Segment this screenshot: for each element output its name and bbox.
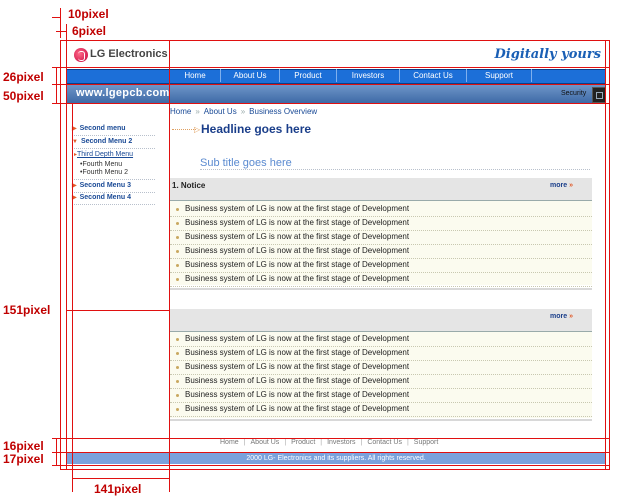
list-item-text: Business system of LG is now at the first stage of Development — [185, 232, 410, 241]
footer-separator: | — [406, 439, 409, 446]
breadcrumb-separator: » — [195, 107, 200, 116]
list-item-text: Business system of LG is now at the first stage of Development — [185, 274, 410, 283]
nav-about-us[interactable]: About Us — [221, 69, 280, 82]
annotation-guide — [60, 8, 61, 38]
list-item-text: Business system of LG is now at the first stage of Development — [185, 404, 410, 413]
notice-title: 1. Notice — [172, 181, 206, 190]
footer-link-contact[interactable]: Contact Us — [367, 439, 402, 446]
annotation-label: 151pixel — [3, 303, 51, 317]
nav-support[interactable]: Support — [467, 69, 532, 82]
nav-investors[interactable]: Investors — [337, 69, 400, 82]
annotation-label: 10pixel — [68, 7, 109, 21]
left-menu-label: Second menu — [79, 125, 126, 132]
triangle-right-icon: ▶ — [72, 126, 77, 132]
triangle-right-icon: ▶ — [72, 183, 77, 189]
double-arrow-icon: » — [569, 182, 573, 189]
annotation-label: 16pixel — [3, 439, 44, 453]
annotation-guide — [66, 24, 67, 40]
triangle-down-icon: ▼ — [72, 139, 78, 145]
slogan: Digitally yours — [494, 47, 601, 62]
list-item-text: Business system of LG is now at the first stage of Development — [185, 204, 410, 213]
annotation-arrow — [56, 439, 57, 452]
annotation-guide — [52, 465, 610, 466]
footer-separator: | — [360, 439, 363, 446]
nav-contact-us[interactable]: Contact Us — [400, 69, 467, 82]
more-label: more — [550, 313, 568, 320]
more-label: more — [550, 182, 568, 189]
left-menu-label: Second Menu 3 — [79, 182, 131, 189]
bullet-icon: • — [80, 161, 83, 168]
left-menu-label: Fourth Menu — [82, 161, 123, 168]
annotation-arrow — [56, 85, 57, 103]
annotation-label: 17pixel — [3, 452, 44, 466]
nav-product[interactable]: Product — [280, 69, 337, 82]
annotation-arrow — [66, 310, 169, 311]
arrow-right-icon: ▸ — [74, 152, 78, 158]
list-item-text: Business system of LG is now at the first stage of Development — [185, 218, 410, 227]
bullet-icon: • — [80, 169, 83, 176]
annotation-arrow — [56, 31, 66, 32]
list-item-text: Business system of LG is now at the first stage of Development — [185, 246, 410, 255]
nav-home[interactable]: Home — [169, 69, 221, 82]
footer-link-home[interactable]: Home — [220, 439, 239, 446]
annotation-arrow — [52, 17, 60, 18]
list-item-text: Business system of LG is now at the first stage of Development — [185, 334, 410, 343]
triangle-right-icon: ▶ — [72, 195, 77, 201]
footer-link-investors[interactable]: Investors — [327, 439, 356, 446]
page-headline: Headline goes here — [201, 122, 312, 136]
breadcrumb-about[interactable]: About Us — [203, 107, 237, 116]
footer-separator: | — [320, 439, 323, 446]
logo-text[interactable]: LG Electronics — [90, 48, 168, 60]
list-item-text: Business system of LG is now at the first stage of Development — [185, 376, 410, 385]
list-item-text: Business system of LG is now at the first stage of Development — [185, 390, 410, 399]
annotation-guide — [52, 84, 610, 85]
footer-link-product[interactable]: Product — [291, 439, 316, 446]
left-menu-label: Fourth Menu 2 — [82, 169, 128, 176]
annotation-guide — [52, 452, 610, 453]
annotation-label: 6pixel — [72, 24, 107, 38]
left-menu-label: Second Menu 4 — [79, 194, 131, 201]
breadcrumb-current: Business Overview — [249, 107, 318, 116]
annotation-guide — [169, 40, 170, 492]
annotation-label: 26pixel — [3, 70, 44, 84]
annotation-guide — [52, 67, 610, 68]
breadcrumb-separator: » — [240, 107, 246, 116]
footer-separator: | — [284, 439, 287, 446]
double-arrow-icon: » — [569, 313, 573, 320]
annotation-guide — [72, 104, 73, 492]
annotation-label: 141pixel — [94, 482, 142, 496]
list-item-text: Business system of LG is now at the first stage of Development — [185, 348, 410, 357]
annotation-arrow — [72, 478, 169, 479]
list-item-text: Business system of LG is now at the first stage of Development — [185, 362, 410, 371]
list-item-text: Business system of LG is now at the first stage of Development — [185, 260, 410, 269]
annotation-guide — [52, 438, 610, 439]
breadcrumb-home[interactable]: Home — [170, 107, 192, 116]
left-menu-label: Second Menu 2 — [80, 138, 133, 145]
footer-separator: | — [243, 439, 246, 446]
footer-link-about[interactable]: About Us — [250, 439, 280, 446]
annotation-label: 50pixel — [3, 89, 44, 103]
footer-copyright: 2000 LG- Electronics and its suppliers. All rights reserved. — [66, 453, 606, 464]
annotation-inner-frame — [66, 40, 606, 470]
footer-link-support[interactable]: Support — [413, 439, 439, 446]
page-subtitle: Sub title goes here — [200, 157, 292, 169]
site-name[interactable]: www.lgepcb.com — [76, 87, 170, 99]
annotation-arrow — [56, 453, 57, 465]
left-menu-label: Third Depth Menu — [77, 151, 134, 158]
annotation-guide — [52, 103, 610, 104]
annotation-arrow — [56, 68, 57, 84]
arrow-right-icon: ▷ — [194, 125, 201, 134]
security-label[interactable]: Security — [561, 90, 587, 97]
